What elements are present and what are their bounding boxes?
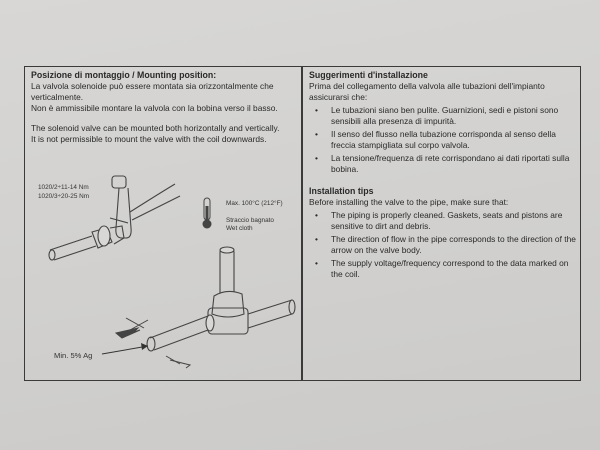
mounting-it-line2: Non è ammissibile montare la valvola con la bobina verso il basso.	[31, 103, 278, 113]
list-item: • Le tubazioni siano ben pulite. Guarnizioni, sedi e pistoni sono sensibili alla presenza di impurità.	[315, 105, 559, 126]
mounting-en-line2: It is not permissible to mount the valve with the coil downwards.	[31, 134, 267, 144]
list-item: • La tensione/frequenza di rete corrispondano ai dati riportati sulla bobina.	[315, 153, 570, 174]
mounting-heading: Posizione di montaggio / Mounting position:	[31, 70, 217, 80]
list-item: • The piping is properly cleaned. Gaskets, seats and pistons are sensitive to dirt and debris.	[315, 210, 563, 231]
wrench-drawing	[110, 176, 180, 238]
solder-arrow	[102, 343, 148, 354]
mounting-en-line1: The solenoid valve can be mounted both horizontally and vertically.	[31, 123, 280, 133]
list-item: • The supply voltage/frequency correspond to the data marked on the coil.	[315, 258, 569, 279]
thermometer-icon	[203, 198, 212, 229]
tips-heading-en: Installation tips	[309, 186, 374, 196]
wet-cloth-en-label: Wet cloth	[226, 225, 253, 232]
installation-diagram	[30, 168, 298, 378]
tips-intro-en: Before installing the valve to the pipe, make sure that:	[309, 197, 509, 207]
torque-label-1: 1020/2÷11-14 Nm	[38, 184, 89, 191]
column-divider	[301, 66, 303, 381]
tips-list-en	[309, 210, 577, 280]
solder-label: Min. 5% Ag	[54, 351, 93, 360]
valve-drawing	[147, 247, 295, 351]
flame-icon	[116, 318, 190, 368]
list-item: • Il senso del flusso nella tubazione corrisponda al senso della freccia stampigliata sul corpo valvola.	[315, 129, 556, 150]
list-item: • The direction of flow in the pipe corresponds to the direction of the arrow on the valve body.	[315, 234, 576, 255]
pipe-fitting-drawing	[49, 226, 124, 260]
tips-list-it	[309, 105, 577, 175]
installation-tips-section	[309, 70, 577, 282]
max-temp-label: Max. 100°C (212°F)	[226, 200, 283, 207]
torque-label-2: 1020/3÷20-25 Nm	[38, 193, 90, 200]
mounting-it-line1: La valvola solenoide può essere montata sia orizzontalmente che verticalmente.	[31, 81, 274, 102]
wet-cloth-it-label: Straccio bagnato	[226, 217, 274, 224]
tips-intro-it: Prima del collegamento della valvola alle tubazioni dell'impianto assicurarsi che:	[309, 81, 545, 102]
mounting-position-section	[31, 70, 297, 145]
tips-heading-it: Suggerimenti d'installazione	[309, 70, 428, 80]
